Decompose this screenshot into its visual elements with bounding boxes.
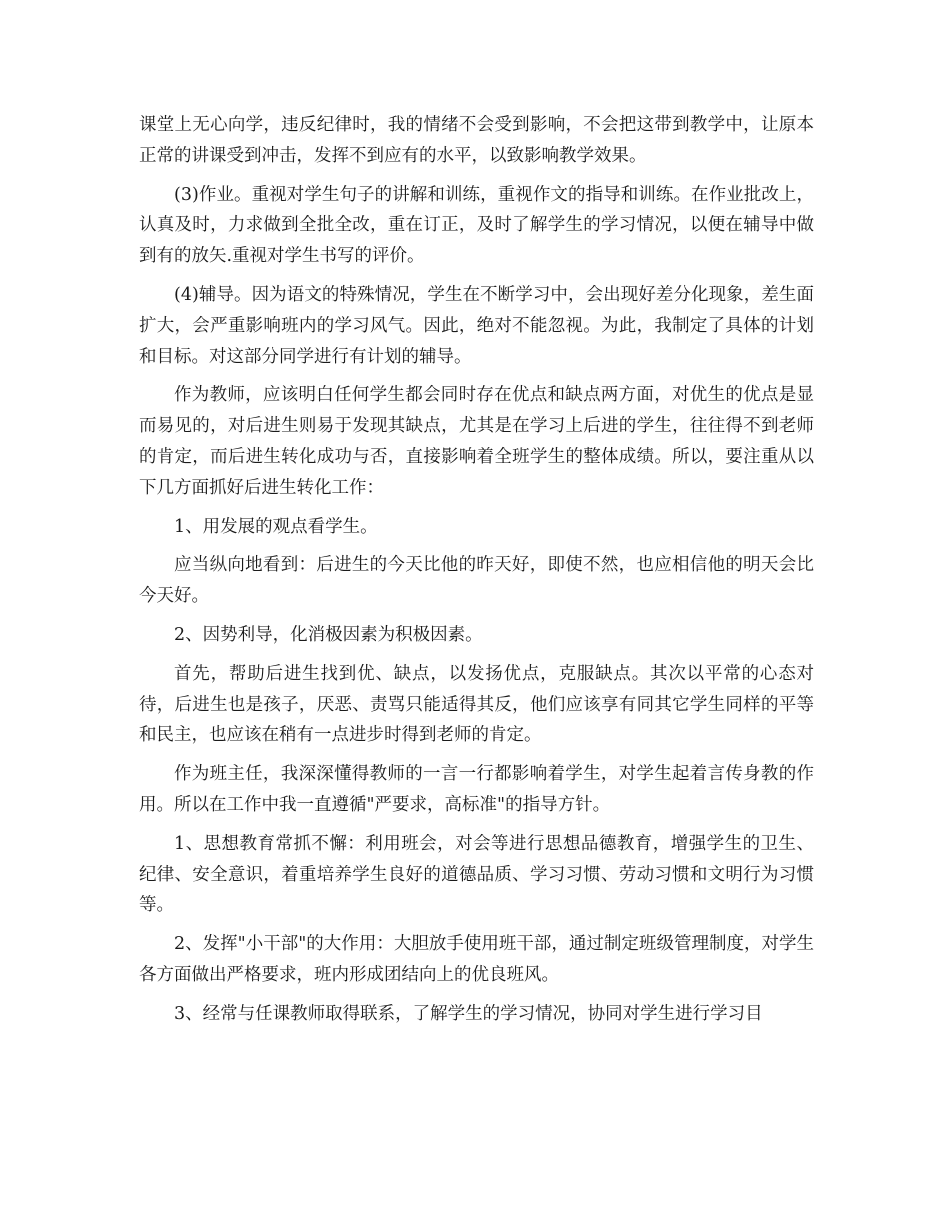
document-body (139, 110, 814, 1038)
paragraph-point-1-body: 应当纵向地看到：后进生的今天比他的昨天好，即使不然，也应相信他的明天会比今天好。 (139, 555, 814, 607)
paragraph-continuation: 课堂上无心向学，违反纪律时，我的情绪不会受到影响，不会把这带到教学中，让原本正常的讲课受到冲击，发挥不到应有的水平，以致影响教学效果。 (139, 115, 814, 166)
paragraph-item-1: 1、思想教育常抓不懈：利用班会，对会等进行思想品德教育，增强学生的卫生、纪律、安全意识，着重培养学生良好的道德品质、学习习惯、劳动习惯和文明行为习惯等。 (139, 833, 814, 916)
paragraph-item-2: 2、发挥"小干部"的大作用：大胆放手使用班干部，通过制定班级管理制度，对学生各方面做出严格要求，班内形成团结向上的优良班风。 (139, 934, 814, 985)
paragraph-homework: (3)作业。重视对学生句子的讲解和训练，重视作文的指导和训练。在作业批改上，认真及时，力求做到全批全改，重在订正，及时了解学生的学习情况，以便在辅导中做到有的放矢.重视对学生书写的评价。 (139, 184, 814, 267)
paragraph-point-2-heading: 2、因势利导，化消极因素为积极因素。 (174, 624, 483, 645)
paragraph-tutoring: (4)辅导。因为语文的特殊情况，学生在不断学习中，会出现好差分化现象，差生面扩大，会严重影响班内的学习风气。因此，绝对不能忽视。为此，我制定了具体的计划和目标。对这部分同学进行有计划的辅导。 (139, 284, 814, 367)
paragraph-point-1-heading: 1、用发展的观点看学生。 (174, 516, 378, 537)
paragraph-point-2-body: 首先，帮助后进生找到优、缺点，以发扬优点，克服缺点。其次以平常的心态对待，后进生也是孩子，厌恶、责骂只能适得其反，他们应该享有同其它学生同样的平等和民主，也应该在稍有一点进步时得到老师的肯定。 (139, 663, 814, 746)
paragraph-class-teacher: 作为班主任，我深深懂得教师的一言一行都影响着学生，对学生起着言传身教的作用。所以在工作中我一直遵循"严要求，高标准"的指导方针。 (139, 764, 814, 815)
paragraph-item-3: 3、经常与任课教师取得联系，了解学生的学习情况，协同对学生进行学习目 (174, 1003, 763, 1024)
paragraph-teacher-role: 作为教师，应该明白任何学生都会同时存在优点和缺点两方面，对优生的优点是显而易见的，对后进生则易于发现其缺点，尤其是在学习上后进的学生，往往得不到老师的肯定，而后进生转化成功与否，直接影响着全班学生的整体成绩。所以，要注重从以下几方面抓好后进生转化工作： (139, 385, 814, 498)
